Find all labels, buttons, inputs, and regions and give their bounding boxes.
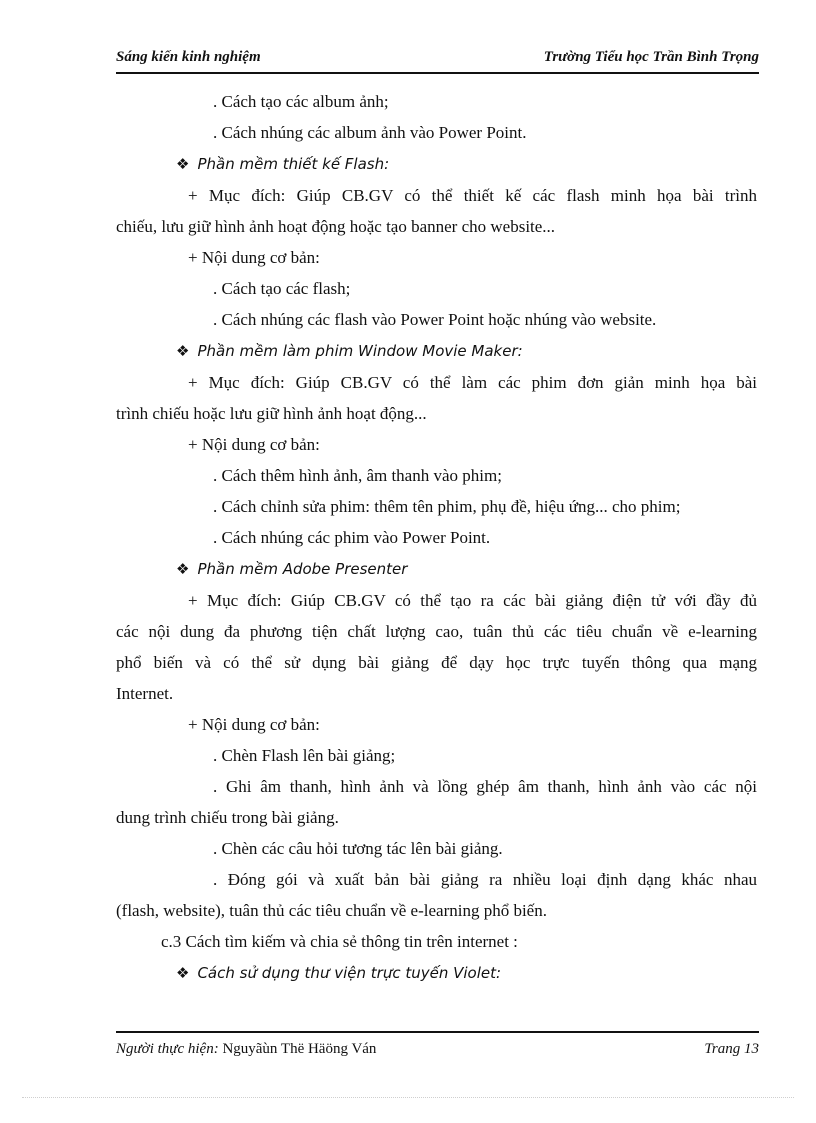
footer-author-label: Người thực hiện: <box>116 1041 219 1057</box>
section-heading-text: Phần mềm thiết kế Flash: <box>197 155 390 173</box>
body-line: . Cách nhúng các flash vào Power Point hoặc nhúng vào website. <box>213 310 657 329</box>
body-line: . Cách chỉnh sửa phim: thêm tên phim, phụ đề, hiệu ứng... cho phim; <box>213 497 681 516</box>
body-line: . Đóng gói và xuất bản bài giảng ra nhiều loại định dạng khác nhau <box>213 870 757 889</box>
body-line: + Mục đích: Giúp CB.GV có thể tạo ra các bài giảng điện tử với đầy đủ <box>188 591 757 610</box>
body-line: + Nội dung cơ bản: <box>188 435 320 454</box>
body-line: . Chèn các câu hỏi tương tác lên bài giảng. <box>213 839 503 858</box>
footer-author <box>116 1041 376 1058</box>
body-line: các nội dung đa phương tiện chất lượng cao, tuân thủ các tiêu chuẩn về e-learning <box>116 622 757 641</box>
page-header <box>116 46 759 74</box>
body-line: + Nội dung cơ bản: <box>188 248 320 267</box>
body-line: . Cách tạo các flash; <box>213 279 351 298</box>
body-line: . Cách thêm hình ảnh, âm thanh vào phim; <box>213 466 502 485</box>
document-body <box>116 86 757 989</box>
body-line: . Cách tạo các album ảnh; <box>213 92 389 111</box>
body-line: chiếu, lưu giữ hình ảnh hoạt động hoặc tạo banner cho website... <box>116 217 556 236</box>
body-line: phổ biến và có thể sử dụng bài giảng để dạy học trực tuyến thông qua mạng <box>116 653 757 672</box>
body-line: + Mục đích: Giúp CB.GV có thể làm các phim đơn giản minh họa bài <box>188 373 757 392</box>
section-heading-text: Phần mềm làm phim Window Movie Maker: <box>197 342 523 360</box>
section-heading-text: Phần mềm Adobe Presenter <box>197 560 408 578</box>
body-line: . Ghi âm thanh, hình ảnh và lồng ghép âm thanh, hình ảnh vào các nội <box>213 777 757 796</box>
diamond-bullet-icon: ❖ <box>176 560 190 578</box>
section-heading-movie-maker <box>116 335 757 367</box>
section-heading-adobe-presenter <box>116 553 757 585</box>
section-heading-flash <box>116 148 757 180</box>
body-line: Internet. <box>116 684 174 703</box>
section-heading-violet <box>116 957 757 989</box>
body-line: + Mục đích: Giúp CB.GV có thể thiết kế các flash minh họa bài trình <box>188 186 757 205</box>
diamond-bullet-icon: ❖ <box>176 964 190 982</box>
section-heading-text: Cách sử dụng thư viện trực tuyến Violet: <box>197 964 502 982</box>
body-line: + Nội dung cơ bản: <box>188 715 320 734</box>
body-line: . Cách nhúng các album ảnh vào Power Point. <box>213 123 527 142</box>
diamond-bullet-icon: ❖ <box>176 342 190 360</box>
footer-page-number: Trang 13 <box>704 1041 759 1057</box>
body-line: (flash, website), tuân thủ các tiêu chuẩn về e-learning phổ biến. <box>116 901 547 920</box>
header-school-name: Trường Tiểu học Trần Bình Trọng <box>543 49 759 65</box>
subsection-heading: c.3 Cách tìm kiếm và chia sẻ thông tin trên internet : <box>161 932 518 951</box>
diamond-bullet-icon: ❖ <box>176 155 190 173</box>
body-line: trình chiếu hoặc lưu giữ hình ảnh hoạt động... <box>116 404 427 423</box>
footer-author-name: Nguyãùn Thë Häöng Ván <box>222 1041 377 1057</box>
page-footer <box>116 1031 759 1063</box>
body-line: . Chèn Flash lên bài giảng; <box>213 746 396 765</box>
body-line: dung trình chiếu trong bài giảng. <box>116 808 339 827</box>
header-doc-title: Sáng kiến kinh nghiệm <box>116 49 261 65</box>
body-line: . Cách nhúng các phim vào Power Point. <box>213 528 491 547</box>
page-bottom-divider <box>22 1097 794 1098</box>
